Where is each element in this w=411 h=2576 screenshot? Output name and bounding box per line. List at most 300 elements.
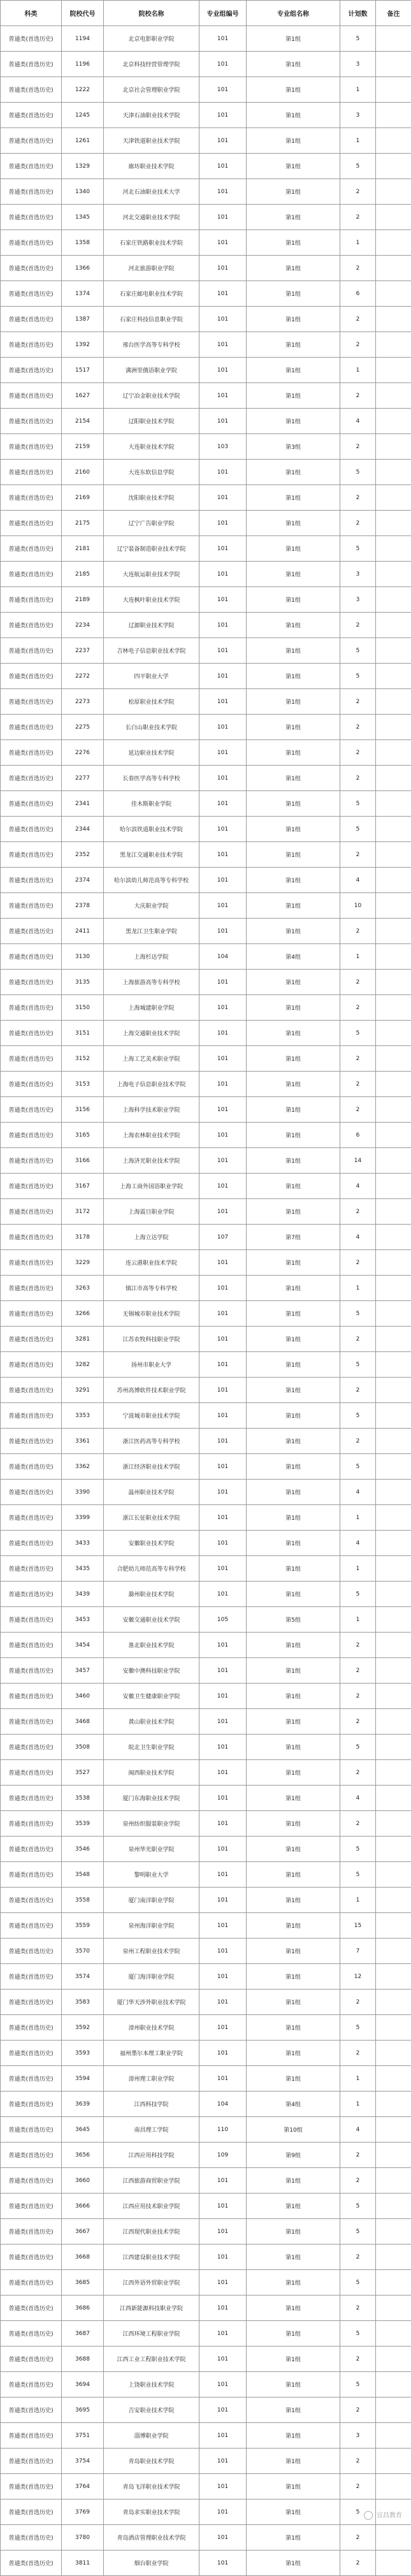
cell-plan-count: 2	[340, 2296, 376, 2321]
table-row	[1, 1072, 411, 1097]
table-row	[1, 1225, 411, 1250]
cell-school-code: 3687	[62, 2321, 104, 2347]
cell-group-name: 第1组	[247, 2347, 340, 2372]
cell-subject-category: 普通类(首选历史)	[1, 2423, 62, 2449]
cell-school-code: 2352	[62, 842, 104, 868]
table-body	[1, 26, 411, 2576]
cell-school-code: 1329	[62, 154, 104, 179]
table-row	[1, 2117, 411, 2143]
cell-school-code: 2275	[62, 715, 104, 740]
cell-group-code: 101	[199, 1454, 247, 1480]
cell-plan-count: 2	[340, 919, 376, 944]
watermark-circle-icon	[364, 2511, 373, 2520]
cell-school-name: 泉州海洋职业学院	[104, 1913, 199, 1939]
cell-remarks	[376, 2449, 411, 2474]
cell-group-code: 101	[199, 511, 247, 536]
cell-plan-count: 4	[340, 1786, 376, 1811]
cell-plan-count: 2	[340, 2041, 376, 2066]
cell-school-code: 3439	[62, 1582, 104, 1607]
cell-remarks	[376, 205, 411, 230]
cell-plan-count: 2	[340, 1658, 376, 1684]
cell-school-code: 1340	[62, 179, 104, 205]
cell-plan-count: 2	[340, 740, 376, 766]
cell-subject-category: 普通类(首选历史)	[1, 358, 62, 383]
cell-subject-category: 普通类(首选历史)	[1, 77, 62, 103]
cell-plan-count: 5	[340, 1582, 376, 1607]
table-row	[1, 1786, 411, 1811]
table-row	[1, 1964, 411, 1990]
table-row	[1, 562, 411, 587]
table-row	[1, 613, 411, 638]
cell-school-name: 大连职业技术学院	[104, 434, 199, 460]
cell-subject-category: 普通类(首选历史)	[1, 842, 62, 868]
cell-plan-count: 5	[340, 1352, 376, 1378]
cell-school-code: 3291	[62, 1378, 104, 1403]
table-row	[1, 919, 411, 944]
cell-remarks	[376, 1097, 411, 1123]
cell-group-name: 第1组	[247, 2296, 340, 2321]
cell-remarks	[376, 1480, 411, 1505]
cell-remarks	[376, 1709, 411, 1735]
cell-subject-category: 普通类(首选历史)	[1, 919, 62, 944]
cell-group-name: 第1组	[247, 2525, 340, 2551]
cell-group-code: 101	[199, 868, 247, 893]
table-row	[1, 1684, 411, 1709]
cell-remarks	[376, 1786, 411, 1811]
table-row	[1, 2423, 411, 2449]
cell-plan-count: 2	[340, 1811, 376, 1837]
cell-school-name: 廊坊职业技术学院	[104, 154, 199, 179]
cell-group-name: 第1组	[247, 1582, 340, 1607]
cell-school-name: 大连航运职业技术学院	[104, 562, 199, 587]
cell-school-code: 3538	[62, 1786, 104, 1811]
cell-school-code: 3457	[62, 1658, 104, 1684]
cell-school-name: 浙江经济职业技术学院	[104, 1454, 199, 1480]
cell-plan-count: 5	[340, 1837, 376, 1862]
cell-subject-category: 普通类(首选历史)	[1, 1607, 62, 1633]
cell-group-code: 101	[199, 1658, 247, 1684]
cell-remarks	[376, 791, 411, 817]
cell-group-code: 101	[199, 1786, 247, 1811]
table-row	[1, 230, 411, 256]
cell-plan-count: 1	[340, 128, 376, 154]
cell-plan-count: 2	[340, 715, 376, 740]
cell-plan-count: 2	[340, 1072, 376, 1097]
cell-school-code: 2169	[62, 485, 104, 511]
table-row	[1, 358, 411, 383]
cell-school-name: 上海济光职业技术学院	[104, 1148, 199, 1174]
cell-remarks	[376, 103, 411, 128]
cell-subject-category: 普通类(首选历史)	[1, 1403, 62, 1429]
cell-plan-count: 1	[340, 1276, 376, 1301]
cell-subject-category: 普通类(首选历史)	[1, 205, 62, 230]
table-row	[1, 2245, 411, 2270]
cell-remarks	[376, 1939, 411, 1964]
table-row	[1, 1480, 411, 1505]
cell-group-name: 第9组	[247, 2143, 340, 2168]
cell-subject-category: 普通类(首选历史)	[1, 1939, 62, 1964]
cell-remarks	[376, 562, 411, 587]
cell-school-code: 3666	[62, 2194, 104, 2219]
cell-school-code: 3574	[62, 1964, 104, 1990]
cell-school-name: 宁波城市职业技术学院	[104, 1403, 199, 1429]
cell-group-code: 101	[199, 970, 247, 995]
cell-group-name: 第1组	[247, 103, 340, 128]
cell-subject-category: 普通类(首选历史)	[1, 1862, 62, 1888]
cell-school-code: 3769	[62, 2500, 104, 2525]
cell-school-code: 2159	[62, 434, 104, 460]
cell-group-name: 第1组	[247, 383, 340, 409]
cell-subject-category: 普通类(首选历史)	[1, 817, 62, 842]
cell-group-name: 第1组	[247, 1123, 340, 1148]
cell-group-code: 101	[199, 2015, 247, 2041]
cell-group-code: 101	[199, 562, 247, 587]
cell-school-name: 江西环境工程职业学院	[104, 2321, 199, 2347]
cell-plan-count: 1	[340, 2092, 376, 2117]
cell-school-name: 大连枫叶职业技术学院	[104, 587, 199, 613]
cell-group-code: 101	[199, 2245, 247, 2270]
cell-school-name: 烟台职业学院	[104, 2551, 199, 2576]
cell-subject-category: 普通类(首选历史)	[1, 52, 62, 77]
cell-remarks	[376, 715, 411, 740]
cell-group-name: 第1组	[247, 2449, 340, 2474]
cell-school-name: 安徽交通职业技术学院	[104, 1607, 199, 1633]
cell-school-code: 3135	[62, 970, 104, 995]
cell-remarks	[376, 689, 411, 715]
cell-subject-category: 普通类(首选历史)	[1, 1505, 62, 1531]
cell-group-code: 101	[199, 2423, 247, 2449]
table-row	[1, 1174, 411, 1199]
cell-plan-count: 4	[340, 868, 376, 893]
table-row	[1, 1531, 411, 1556]
table-row	[1, 2296, 411, 2321]
cell-plan-count: 15	[340, 1913, 376, 1939]
table-row	[1, 2449, 411, 2474]
cell-plan-count: 5	[340, 2321, 376, 2347]
watermark-text: 宜昌教育	[377, 2512, 402, 2519]
cell-subject-category: 普通类(首选历史)	[1, 256, 62, 281]
cell-group-name: 第1组	[247, 1148, 340, 1174]
cell-remarks	[376, 1633, 411, 1658]
cell-subject-category: 普通类(首选历史)	[1, 1913, 62, 1939]
cell-school-name: 辽宁装备制造职业技术学院	[104, 536, 199, 562]
cell-group-code: 101	[199, 1556, 247, 1582]
cell-group-name: 第1组	[247, 664, 340, 689]
cell-group-name: 第1组	[247, 1837, 340, 1862]
cell-group-name: 第1组	[247, 2245, 340, 2270]
cell-school-code: 3548	[62, 1862, 104, 1888]
cell-group-name: 第1组	[247, 842, 340, 868]
cell-school-name: 漳州理工职业学院	[104, 2066, 199, 2092]
cell-subject-category: 普通类(首选历史)	[1, 2525, 62, 2551]
cell-group-name: 第1组	[247, 970, 340, 995]
cell-subject-category: 普通类(首选历史)	[1, 2474, 62, 2500]
cell-group-code: 101	[199, 230, 247, 256]
cell-school-code: 3546	[62, 1837, 104, 1862]
cell-group-name: 第1组	[247, 128, 340, 154]
cell-remarks	[376, 1378, 411, 1403]
table-row	[1, 893, 411, 919]
cell-remarks	[376, 944, 411, 970]
cell-subject-category: 普通类(首选历史)	[1, 1888, 62, 1913]
cell-plan-count: 5	[340, 664, 376, 689]
table-row	[1, 1378, 411, 1403]
cell-subject-category: 普通类(首选历史)	[1, 1786, 62, 1811]
table-row	[1, 970, 411, 995]
cell-group-code: 101	[199, 2525, 247, 2551]
cell-plan-count: 2	[340, 1250, 376, 1276]
cell-group-code: 101	[199, 256, 247, 281]
cell-group-code: 101	[199, 1684, 247, 1709]
cell-subject-category: 普通类(首选历史)	[1, 1250, 62, 1276]
cell-plan-count: 2	[340, 2168, 376, 2194]
cell-school-name: 黎明职业大学	[104, 1862, 199, 1888]
cell-school-name: 南昌理工学院	[104, 2117, 199, 2143]
cell-remarks	[376, 1837, 411, 1862]
cell-group-code: 101	[199, 1123, 247, 1148]
table-row	[1, 664, 411, 689]
cell-remarks	[376, 1964, 411, 1990]
cell-group-name: 第1组	[247, 1913, 340, 1939]
cell-group-name: 第1组	[247, 1250, 340, 1276]
cell-group-code: 101	[199, 1072, 247, 1097]
cell-remarks	[376, 1556, 411, 1582]
cell-group-code: 101	[199, 1862, 247, 1888]
table-row	[1, 1403, 411, 1429]
cell-school-code: 2154	[62, 409, 104, 434]
cell-plan-count: 7	[340, 1939, 376, 1964]
cell-remarks	[376, 2143, 411, 2168]
cell-group-code: 101	[199, 2474, 247, 2500]
table-row	[1, 1097, 411, 1123]
cell-group-name: 第1组	[247, 511, 340, 536]
cell-group-code: 101	[199, 1709, 247, 1735]
cell-subject-category: 普通类(首选历史)	[1, 2372, 62, 2398]
cell-remarks	[376, 1276, 411, 1301]
cell-remarks	[376, 2194, 411, 2219]
table-row	[1, 77, 411, 103]
cell-group-name: 第1组	[247, 1352, 340, 1378]
cell-plan-count: 5	[340, 791, 376, 817]
cell-subject-category: 普通类(首选历史)	[1, 1582, 62, 1607]
table-row	[1, 485, 411, 511]
cell-school-name: 厦门东海职业技术学院	[104, 1786, 199, 1811]
cell-school-code: 2272	[62, 664, 104, 689]
cell-group-name: 第1组	[247, 766, 340, 791]
cell-remarks	[376, 2092, 411, 2117]
cell-subject-category: 普通类(首选历史)	[1, 1148, 62, 1174]
cell-remarks	[376, 1072, 411, 1097]
cell-group-code: 101	[199, 740, 247, 766]
cell-remarks	[376, 434, 411, 460]
cell-school-code: 3764	[62, 2474, 104, 2500]
cell-group-code: 101	[199, 52, 247, 77]
cell-group-code: 101	[199, 205, 247, 230]
cell-school-name: 黑龙江交通职业技术学院	[104, 842, 199, 868]
cell-group-code: 101	[199, 1939, 247, 1964]
cell-group-name: 第1组	[247, 256, 340, 281]
table-row	[1, 1760, 411, 1786]
cell-group-name: 第1组	[247, 817, 340, 842]
cell-school-code: 2276	[62, 740, 104, 766]
header-subject-category: 科类	[1, 1, 62, 26]
cell-school-code: 3570	[62, 1939, 104, 1964]
cell-group-code: 101	[199, 460, 247, 485]
table-row	[1, 179, 411, 205]
cell-school-name: 满洲里俄语职业学院	[104, 358, 199, 383]
cell-school-name: 大庆职业学院	[104, 893, 199, 919]
table-row	[1, 1021, 411, 1046]
cell-group-code: 101	[199, 664, 247, 689]
cell-school-name: 北京社会管理职业学院	[104, 77, 199, 103]
cell-group-code: 101	[199, 1480, 247, 1505]
cell-subject-category: 普通类(首选历史)	[1, 1327, 62, 1352]
cell-subject-category: 普通类(首选历史)	[1, 1301, 62, 1327]
cell-remarks	[376, 2245, 411, 2270]
cell-subject-category: 普通类(首选历史)	[1, 2270, 62, 2296]
cell-school-code: 2189	[62, 587, 104, 613]
cell-group-name: 第1组	[247, 154, 340, 179]
cell-school-name: 辽源职业技术学院	[104, 613, 199, 638]
table-row	[1, 689, 411, 715]
table-row	[1, 1607, 411, 1633]
cell-school-name: 滁州职业技术学院	[104, 1582, 199, 1607]
cell-remarks	[376, 2372, 411, 2398]
cell-group-code: 101	[199, 2296, 247, 2321]
cell-remarks	[376, 1735, 411, 1760]
cell-group-name: 第1组	[247, 460, 340, 485]
cell-school-code: 3508	[62, 1735, 104, 1760]
cell-plan-count: 4	[340, 1531, 376, 1556]
cell-school-name: 上海工商外国语职业学院	[104, 1174, 199, 1199]
cell-remarks	[376, 1403, 411, 1429]
cell-group-code: 101	[199, 1021, 247, 1046]
cell-remarks	[376, 1301, 411, 1327]
cell-group-name: 第1组	[247, 689, 340, 715]
cell-group-name: 第1组	[247, 1454, 340, 1480]
cell-subject-category: 普通类(首选历史)	[1, 1225, 62, 1250]
cell-subject-category: 普通类(首选历史)	[1, 638, 62, 664]
cell-school-code: 2411	[62, 919, 104, 944]
cell-group-code: 105	[199, 1607, 247, 1633]
cell-remarks	[376, 1225, 411, 1250]
cell-subject-category: 普通类(首选历史)	[1, 1990, 62, 2015]
cell-school-name: 上海震旦职业学院	[104, 1199, 199, 1225]
cell-group-code: 101	[199, 791, 247, 817]
cell-school-code: 3166	[62, 1148, 104, 1174]
cell-group-name: 第7组	[247, 1225, 340, 1250]
cell-subject-category: 普通类(首选历史)	[1, 893, 62, 919]
cell-plan-count: 2	[340, 1046, 376, 1072]
cell-subject-category: 普通类(首选历史)	[1, 1199, 62, 1225]
cell-group-code: 101	[199, 893, 247, 919]
cell-remarks	[376, 2015, 411, 2041]
cell-group-code: 101	[199, 1505, 247, 1531]
cell-school-code: 1194	[62, 26, 104, 52]
cell-subject-category: 普通类(首选历史)	[1, 2066, 62, 2092]
cell-remarks	[376, 1888, 411, 1913]
cell-plan-count: 2	[340, 511, 376, 536]
cell-plan-count: 2	[340, 1633, 376, 1658]
cell-remarks	[376, 2066, 411, 2092]
cell-school-code: 2234	[62, 613, 104, 638]
cell-group-name: 第1组	[247, 1072, 340, 1097]
cell-plan-count: 5	[340, 1403, 376, 1429]
cell-group-code: 101	[199, 1735, 247, 1760]
cell-remarks	[376, 485, 411, 511]
cell-group-code: 101	[199, 1352, 247, 1378]
cell-subject-category: 普通类(首选历史)	[1, 1964, 62, 1990]
cell-school-code: 1627	[62, 383, 104, 409]
cell-subject-category: 普通类(首选历史)	[1, 1276, 62, 1301]
cell-plan-count: 5	[340, 2194, 376, 2219]
cell-group-code: 101	[199, 1913, 247, 1939]
cell-school-code: 1392	[62, 332, 104, 358]
cell-plan-count: 1	[340, 1888, 376, 1913]
cell-group-name: 第1组	[247, 2270, 340, 2296]
table-row	[1, 1633, 411, 1658]
cell-remarks	[376, 52, 411, 77]
table-row	[1, 1939, 411, 1964]
cell-group-name: 第1组	[247, 740, 340, 766]
cell-plan-count: 1	[340, 1607, 376, 1633]
table-row	[1, 2219, 411, 2245]
cell-school-name: 佳木斯职业学院	[104, 791, 199, 817]
cell-plan-count: 2	[340, 1990, 376, 2015]
table-row	[1, 1123, 411, 1148]
header-school-name: 院校名称	[104, 1, 199, 26]
cell-group-name: 第1组	[247, 1760, 340, 1786]
cell-group-name: 第1组	[247, 2041, 340, 2066]
cell-remarks	[376, 1811, 411, 1837]
table-row	[1, 1148, 411, 1174]
cell-group-code: 101	[199, 1964, 247, 1990]
cell-group-code: 101	[199, 1582, 247, 1607]
cell-remarks	[376, 2321, 411, 2347]
cell-remarks	[376, 332, 411, 358]
cell-group-code: 101	[199, 26, 247, 52]
cell-school-code: 1196	[62, 52, 104, 77]
cell-school-code: 3361	[62, 1429, 104, 1454]
cell-group-name: 第1组	[247, 2423, 340, 2449]
table-row	[1, 2500, 411, 2525]
cell-plan-count: 6	[340, 1123, 376, 1148]
cell-group-name: 第1组	[247, 2168, 340, 2194]
cell-subject-category: 普通类(首选历史)	[1, 383, 62, 409]
cell-plan-count: 5	[340, 154, 376, 179]
cell-subject-category: 普通类(首选历史)	[1, 128, 62, 154]
cell-school-name: 石家庄邮电职业技术学院	[104, 281, 199, 307]
cell-remarks	[376, 2423, 411, 2449]
cell-school-name: 大连东软信息学院	[104, 460, 199, 485]
cell-subject-category: 普通类(首选历史)	[1, 2296, 62, 2321]
cell-plan-count: 4	[340, 409, 376, 434]
table-row	[1, 434, 411, 460]
cell-group-name: 第1组	[247, 1327, 340, 1352]
cell-school-code: 3592	[62, 2015, 104, 2041]
cell-school-name: 上海城建职业学院	[104, 995, 199, 1021]
cell-plan-count: 5	[340, 1021, 376, 1046]
table-row	[1, 1505, 411, 1531]
cell-group-name: 第1组	[247, 1276, 340, 1301]
cell-plan-count: 2	[340, 2143, 376, 2168]
table-row	[1, 2015, 411, 2041]
cell-school-name: 青岛求实职业技术学院	[104, 2500, 199, 2525]
table-row	[1, 409, 411, 434]
cell-plan-count: 1	[340, 944, 376, 970]
cell-plan-count: 5	[340, 1454, 376, 1480]
cell-subject-category: 普通类(首选历史)	[1, 1531, 62, 1556]
